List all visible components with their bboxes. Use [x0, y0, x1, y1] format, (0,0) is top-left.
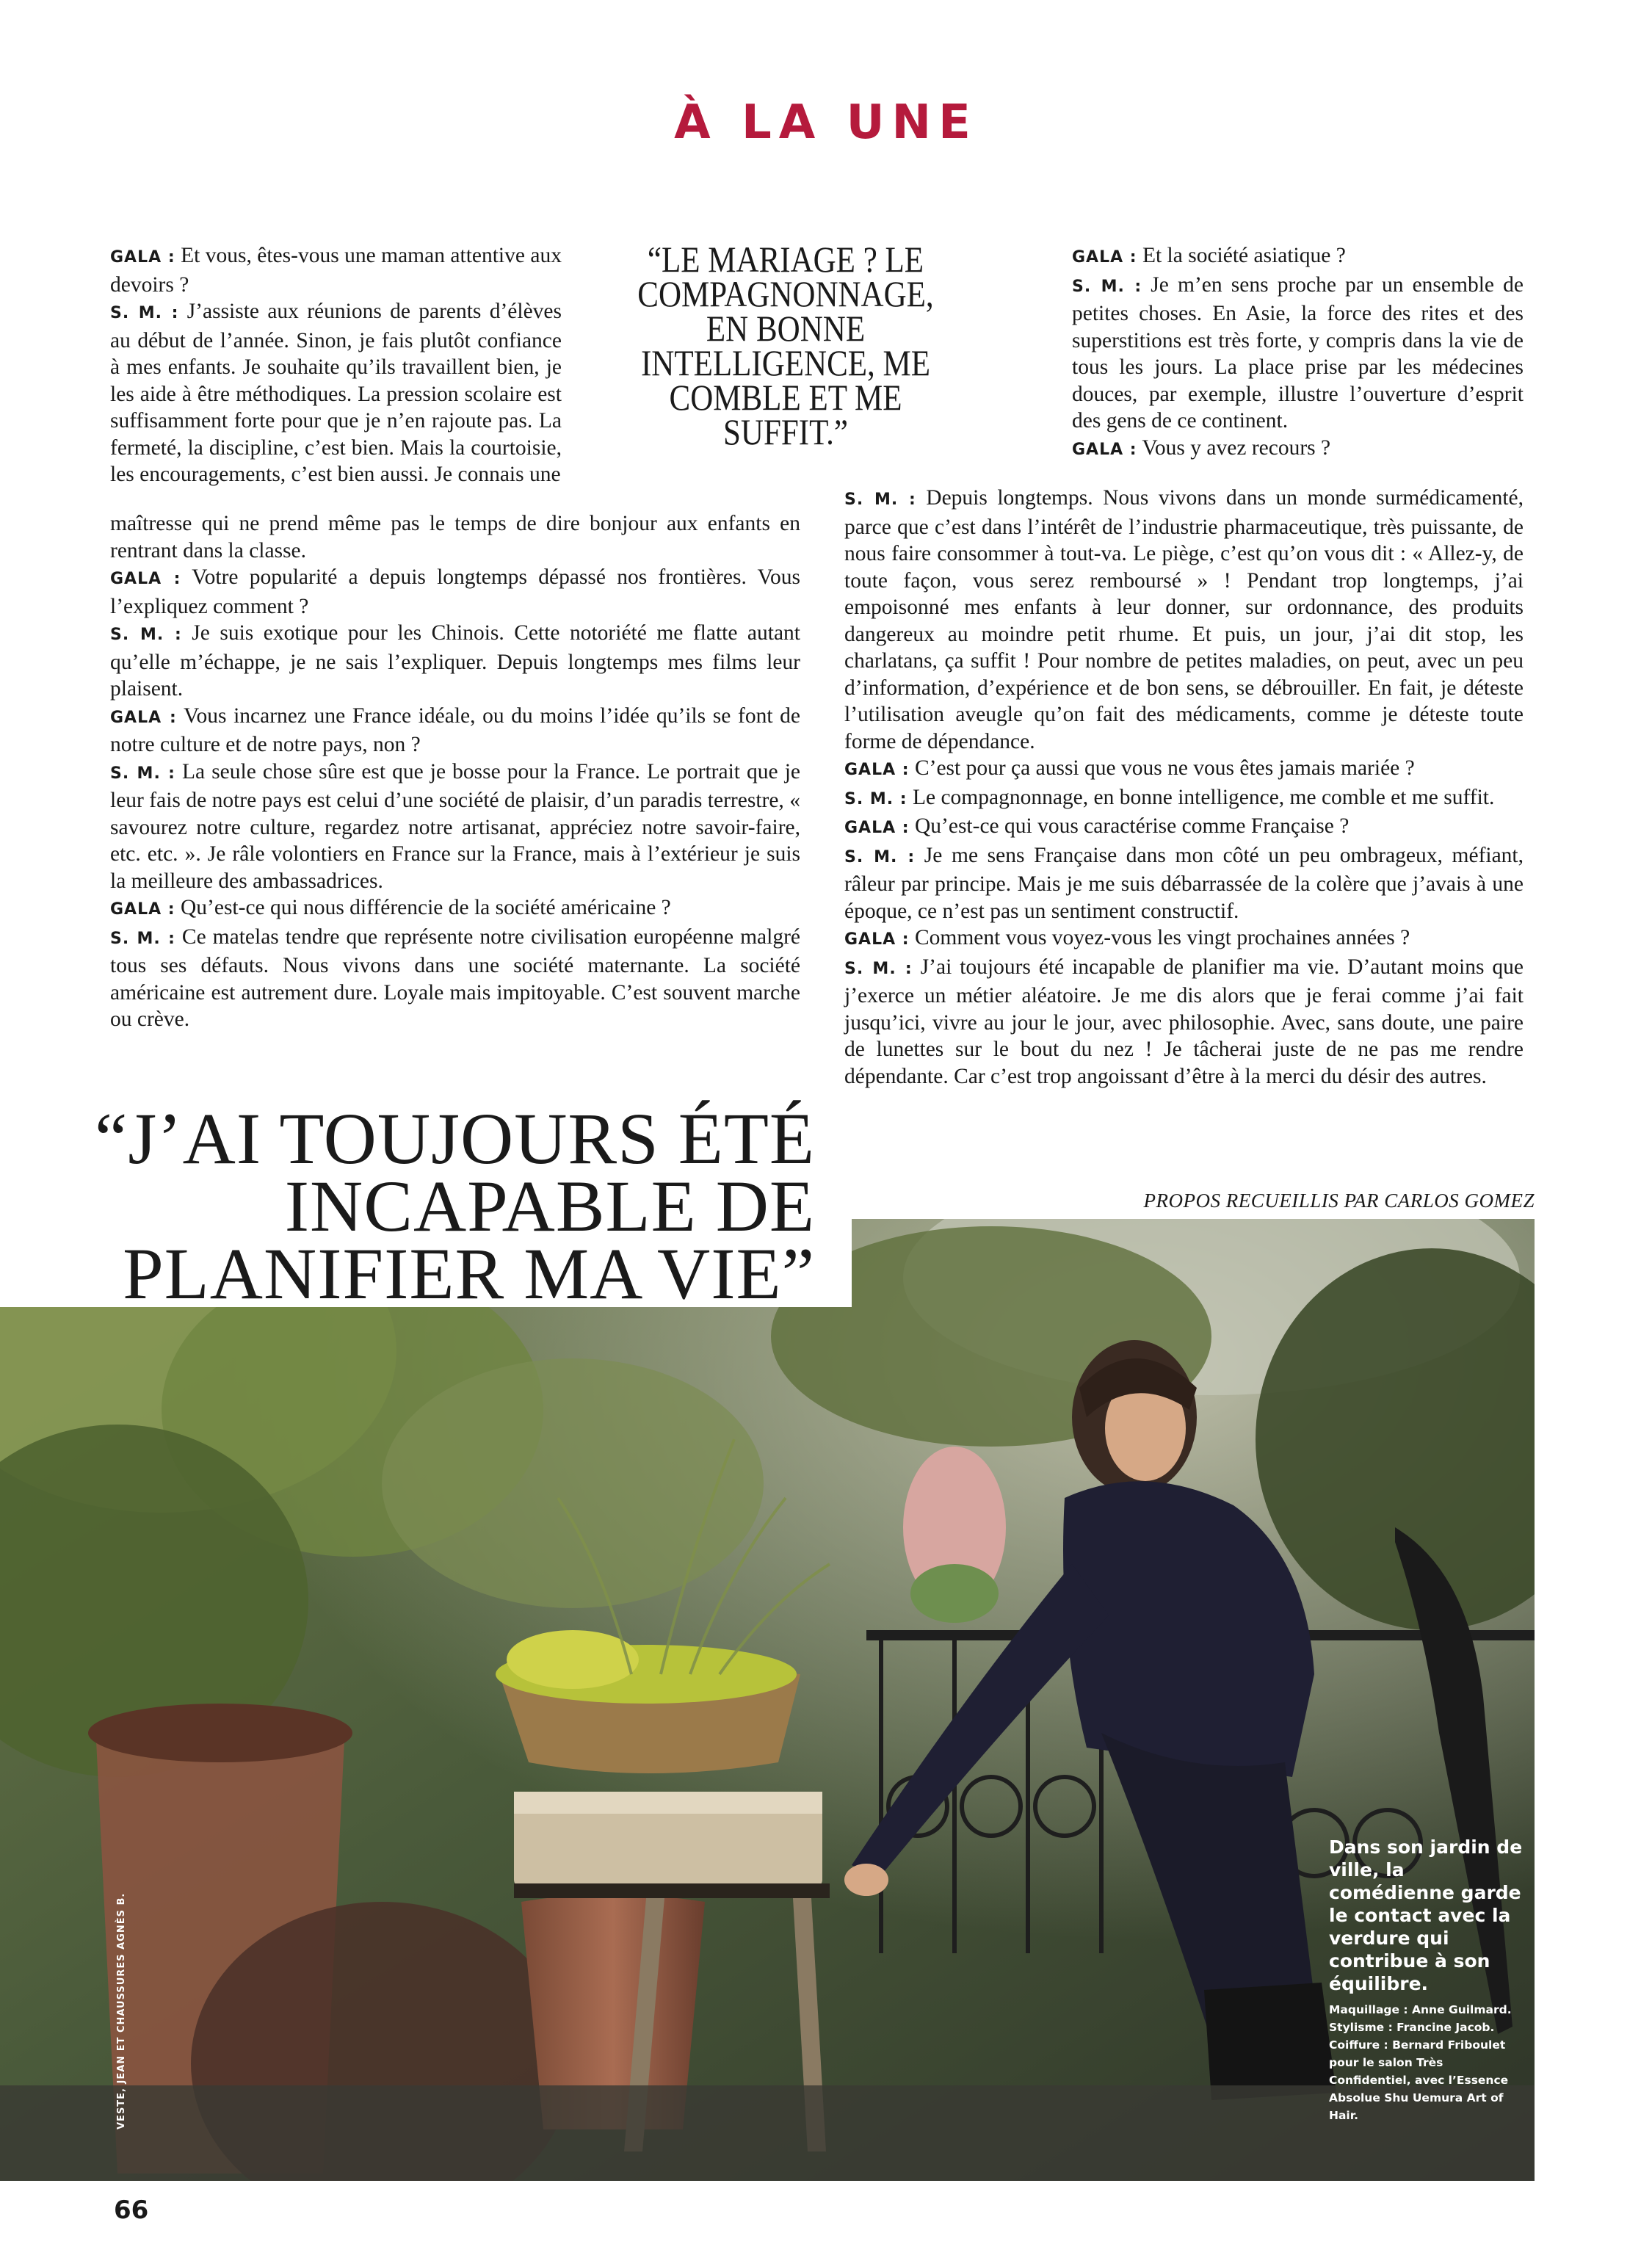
interview-paragraph: [110, 894, 800, 924]
interview-paragraph: [110, 703, 800, 759]
paragraph-text: J’ai toujours été incapable de planifier ma vie. D’autant moins que j’exerce un métier aléatoire. Je me dis alors que je ferai comme j’ai fait jusqu’ici, vivre au jour le jour, avec philosophie. Avec, sans doute, une paire de lunettes sur le bout du nez ! Je tâcherai juste de ne pas me rendre dépendante. Car c’est trop angoissant d’être à la merci du désir des autres.: [844, 955, 1524, 1088]
speaker-label: GALA :: [1072, 440, 1137, 459]
paragraph-text: Comment vous voyez-vous les vingt prochaines années ?: [909, 926, 1410, 949]
speaker-label: GALA :: [1072, 248, 1137, 267]
speaker-label: GALA :: [110, 900, 175, 919]
caption-text: Dans son jardin de ville, la comédienne garde le contact avec la verdure qui contribue à son équilibre.: [1329, 1836, 1523, 1994]
speaker-label: S. M. :: [844, 959, 913, 978]
photo-caption: [1329, 1836, 1524, 2124]
interview-paragraph: [110, 298, 562, 488]
section-rubric: À LA UNE: [674, 95, 978, 150]
garden-photo-illustration: [0, 1219, 1535, 2181]
speaker-label: GALA :: [110, 248, 175, 267]
interview-paragraph: [844, 755, 1524, 784]
speaker-label: S. M. :: [110, 626, 182, 644]
paragraph-text: Vous y avez recours ?: [1137, 435, 1331, 460]
interview-paragraph: [110, 510, 800, 564]
interview-paragraph: [844, 924, 1524, 954]
interview-column-right-top: [1072, 242, 1524, 463]
interview-paragraph: [1072, 242, 1524, 272]
speaker-label: S. M. :: [844, 789, 907, 808]
paragraph-text: Vous incarnez une France idéale, ou du moins l’idée qu’ils se font de notre culture et de notre pays, non ?: [110, 703, 801, 756]
interview-paragraph: [844, 784, 1524, 814]
interview-column-left: [110, 510, 800, 1033]
paragraph-text: Qu’est-ce qui nous différencie de la société américaine ?: [175, 896, 671, 919]
paragraph-text: Ce matelas tendre que représente notre civilisation européenne malgré tous ses défauts. Nous vivons dans une société maternante. La société américaine est autrement dure. Loyale mais impitoyable. C’est souvent marche ou crève.: [110, 924, 800, 1031]
speaker-label: S. M. :: [110, 764, 175, 783]
speaker-label: GALA :: [110, 708, 177, 727]
paragraph-text: Votre popularité a depuis longtemps dépassé nos frontières. Vous l’expliquez comment ?: [110, 565, 800, 618]
interview-paragraph: [844, 813, 1524, 842]
garden-photo: [0, 1219, 1535, 2181]
speaker-label: S. M. :: [1072, 277, 1142, 296]
interview-paragraph: [110, 924, 800, 1033]
speaker-label: S. M. :: [110, 304, 179, 322]
speaker-label: S. M. :: [844, 491, 916, 509]
caption-credit-line: Coiffure : Bernard Friboulet pour le salon Très Confidentiel, avec l’Essence Absolue Shu Uemura Art of Hair.: [1329, 2038, 1509, 2122]
paragraph-text: Et vous, êtes-vous une maman attentive aux devoirs ?: [110, 244, 562, 297]
interview-column-right: [844, 485, 1524, 1090]
pull-quote-planifier: “J’AI TOUJOURS ÉTÉ INCAPABLE DE PLANIFIER MA VIE”: [95, 1098, 815, 1314]
speaker-label: GALA :: [844, 761, 910, 779]
paragraph-text: Le compagnonnage, en bonne intelligence, me comble et me suffit.: [907, 785, 1495, 809]
interview-paragraph: [110, 564, 800, 620]
paragraph-text: Je m’en sens proche par un ensemble de petites choses. En Asie, la force des rites et des superstitions est très forte, y compris dans la vie de tous les jours. La place prise par les médecines douces, par exemple, illustre l’ouverture d’esprit des gens de ce continent.: [1072, 272, 1524, 432]
paragraph-text: Et la société asiatique ?: [1137, 244, 1346, 267]
speaker-label: GALA :: [844, 819, 910, 837]
interview-credit: PROPOS RECUEILLIS PAR CARLOS GOMEZ: [1143, 1190, 1535, 1212]
interview-paragraph: [1072, 435, 1524, 464]
paragraph-text: Depuis longtemps. Nous vivons dans un monde surmédicamenté, parce que c’est dans l’intérêt de l’industrie pharmaceutique, très puissante, de nous faire consommer à tout-va. Le piège, c’est qu’on vous dit : « Allez-y, de toute façon, vous serez remboursé » ! Pendant trop longtemps, j’ai empoisonné mes enfants à leur donner, sur ordonnance, des produits dangereux au moindre petit rhume. Et puis, un jour, j’ai dit stop, les charlatans, ça suffit ! Pour nombre de petites maladies, on peut, avec un peu d’information, d’expérience et de bon sens, se débrouiller. En fait, je déteste l’utilisation aveugle qu’on fait des médicaments, comme je déteste toute forme de dépendance.: [844, 486, 1524, 753]
paragraph-text: La seule chose sûre est que je bosse pour la France. Le portrait que je leur fais de notre pays est celui d’une société de plaisir, d’un paradis terrestre, « savourez notre culture, regardez notre artisanat, appréciez notre savoir-faire, etc. etc. ». Je râle volontiers en France sur la France, mais à l’extérieur je suis la meilleure des ambassadrices.: [110, 759, 800, 893]
paragraph-text: Qu’est-ce qui vous caractérise comme Française ?: [909, 814, 1350, 838]
paragraph-text: J’assiste aux réunions de parents d’élèves au début de l’année. Sinon, je fais plutôt confiance à mes enfants. Je souhaite qu’ils travaillent bien, je les aide à être méthodiques. La pression scolaire est suffisamment forte pour que je n’en rajoute pas. La fermeté, la discipline, c’est bien. Mais la courtoisie, les encouragements, c’est bien aussi. Je connais une: [110, 300, 562, 486]
paragraph-text: Je me sens Française dans mon côté un peu ombrageux, méfiant, râleur par principe. Mais je me suis débarrassée de la colère que j’avais à une époque, ce n’est pas un sentiment constructif.: [844, 843, 1524, 923]
interview-paragraph: [110, 242, 562, 298]
speaker-label: S. M. :: [844, 847, 916, 866]
interview-paragraph: [110, 759, 800, 895]
speaker-label: GALA :: [844, 930, 910, 949]
interview-paragraph: [110, 620, 800, 703]
paragraph-text: C’est pour ça aussi que vous ne vous êtes jamais mariée ?: [909, 756, 1415, 780]
caption-credits: [1329, 2001, 1524, 2124]
interview-paragraph: [844, 954, 1524, 1090]
interview-paragraph: [844, 485, 1524, 755]
interview-paragraph: [1072, 272, 1524, 435]
interview-column-left-top: [110, 242, 562, 488]
paragraph-text: Je suis exotique pour les Chinois. Cette notoriété me flatte autant qu’elle m’échappe, je ne sais l’expliquer. Depuis longtemps mes films leur plaisent.: [110, 621, 800, 701]
page-number: 66: [114, 2196, 149, 2225]
pull-quote-mariage: “LE MARIAGE ? LE COMPAGNONNAGE, EN BONNE INTELLIGENCE, ME COMBLE ET ME SUFFIT.”: [637, 239, 934, 452]
paragraph-text: maîtresse qui ne prend même pas le temps de dire bonjour aux enfants en rentrant dans la classe.: [110, 512, 800, 562]
photo-fashion-credit: VESTE, JEAN ET CHAUSSURES AGNÈS B.: [116, 1892, 127, 2129]
interview-paragraph: [844, 842, 1524, 925]
speaker-label: S. M. :: [110, 929, 175, 948]
caption-credit-line: Stylisme : Francine Jacob.: [1329, 2021, 1495, 2034]
speaker-label: GALA :: [110, 570, 181, 588]
caption-credit-line: Maquillage : Anne Guilmard.: [1329, 2003, 1512, 2016]
